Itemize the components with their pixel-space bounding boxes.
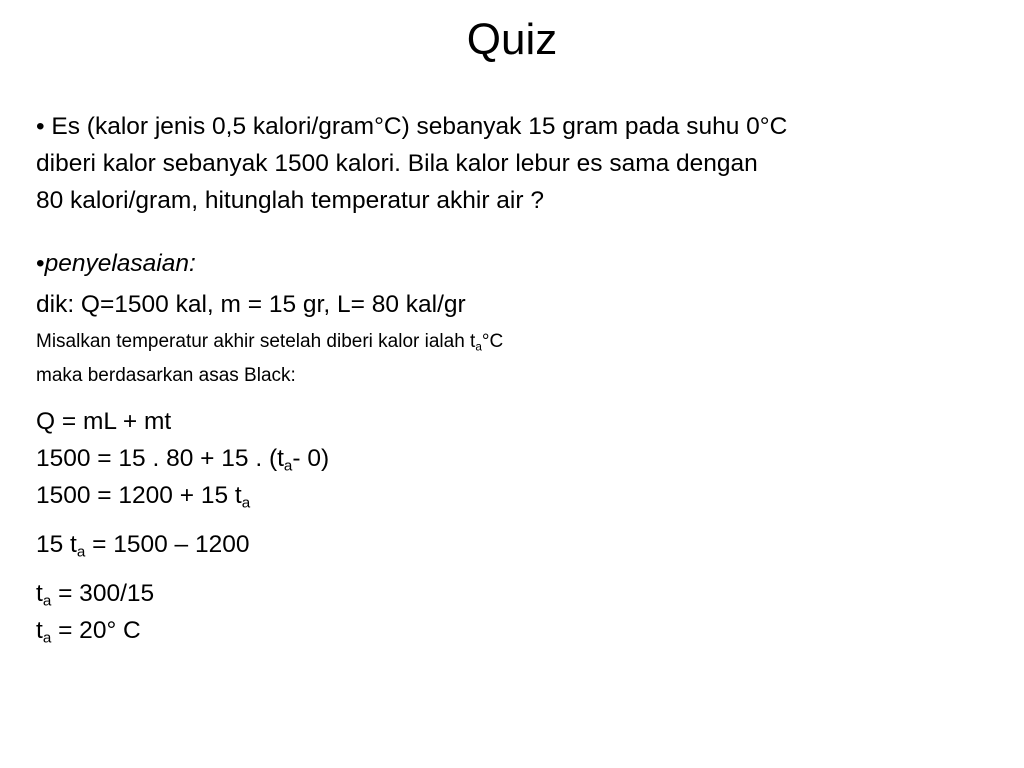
solution-bullet: •: [36, 250, 45, 277]
equation-6: $t_a = 20^\circ$ C: [36, 617, 141, 647]
equation-block-1: [36, 403, 996, 514]
assumption-line: Misalkan temperatur akhir setelah diberi kalor ialah $t_a^\circ C$: [36, 331, 504, 354]
question-line-1: Es (kalor jenis 0,5 kalori/gram°C) sebanyak 15 gram pada suhu 0°C: [44, 113, 788, 140]
known-values: dik: Q=1500 kal, m = 15 gr, L= 80 kal/gr: [36, 291, 466, 318]
black-principle-line: maka berdasarkan asas Black:: [36, 365, 296, 386]
equation-block-2: [36, 575, 996, 649]
slide-title: Quiz: [466, 15, 558, 64]
equation-3: 1500 = 1200 + 15 $t_a$: [36, 482, 251, 512]
question-line-2: diberi kalor sebanyak 1500 kalori. Bila kalor lebur es sama dengan: [36, 150, 758, 177]
question-line-3: 80 kalori/gram, hitunglah temperatur akhir air ?: [36, 187, 544, 214]
equation-4: 15 $t_a = 1500 - 1200$: [36, 531, 250, 561]
equation-1: Q = mL + mt: [36, 408, 172, 435]
slide-content: [36, 108, 996, 649]
solution-heading: [36, 245, 996, 282]
question-text: [36, 108, 996, 219]
question-bullet: •: [36, 113, 45, 140]
subscript-a: a: [475, 340, 482, 354]
equation-5: $t_a = 300/15$: [36, 580, 155, 610]
solution-heading-text: penyelasaian:: [44, 250, 196, 277]
equation-2: 1500 = 15 . 80 + 15 . ($t_a-$ 0): [36, 445, 330, 475]
